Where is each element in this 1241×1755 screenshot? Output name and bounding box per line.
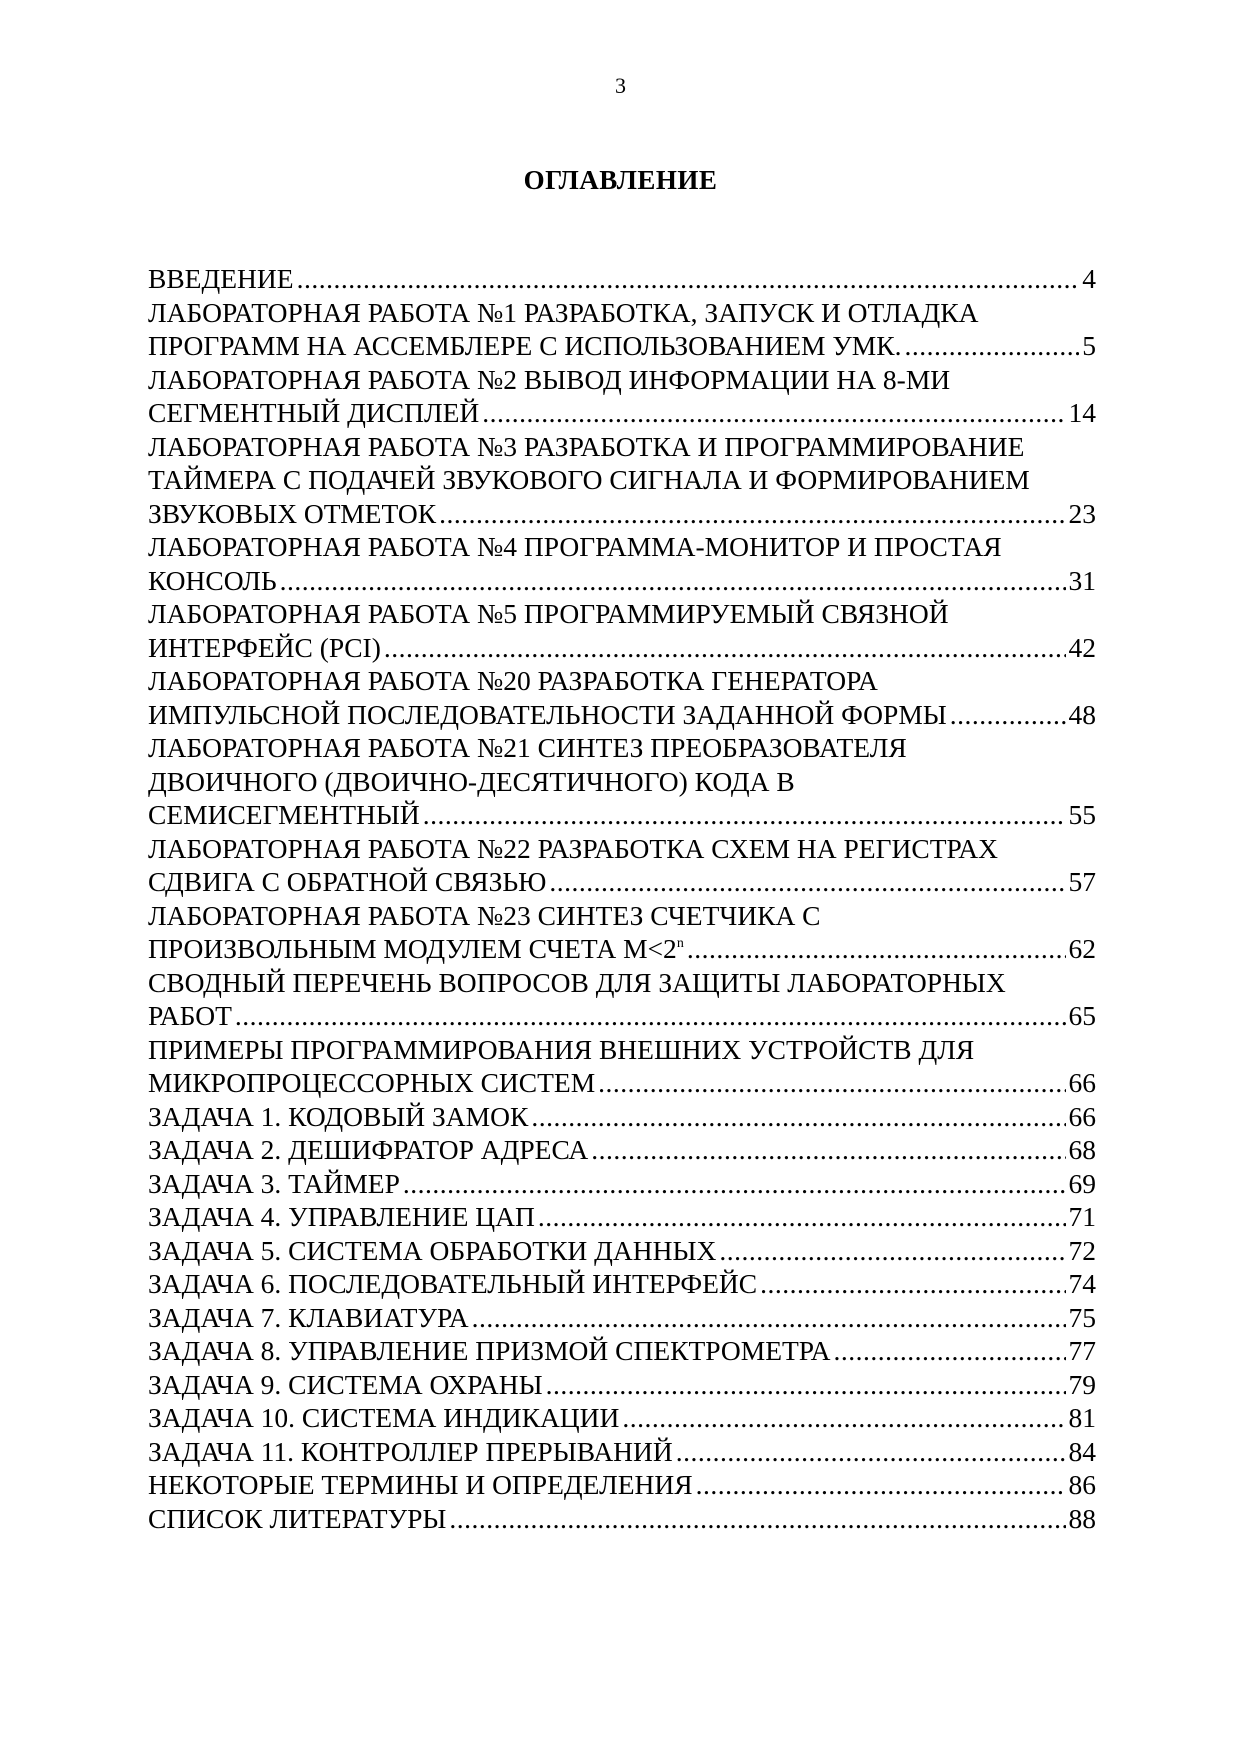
toc-entry-title-line: ЛАБОРАТОРНАЯ РАБОТА №4 ПРОГРАММА-МОНИТОР И ПРОСТАЯ xyxy=(148,531,1002,562)
toc-entry-last-line xyxy=(148,1100,1096,1134)
toc-entry-last-line xyxy=(148,1167,1096,1201)
toc-entry[interactable] xyxy=(148,899,1096,966)
toc-entry-title-line: ЛАБОРАТОРНАЯ РАБОТА №3 РАЗРАБОТКА И ПРОГРАММИРОВАНИЕ xyxy=(148,430,1025,462)
toc-entry[interactable] xyxy=(148,832,1096,899)
toc-entry-last-line xyxy=(148,1368,1096,1402)
toc-entry-title xyxy=(148,564,277,598)
dot-leader xyxy=(482,396,1065,430)
toc-page-number: 66 xyxy=(1068,1067,1096,1098)
toc-entry-last-line xyxy=(148,932,1096,966)
toc-entry-title-text: ЗАДАЧА 4. УПРАВЛЕНИЕ ЦАП xyxy=(148,1201,535,1232)
toc-entry[interactable] xyxy=(148,731,1096,832)
page-title: ОГЛАВЛЕНИЕ xyxy=(523,165,718,195)
dot-leader xyxy=(546,1368,1066,1402)
toc-entry-title-line: ПРИМЕРЫ ПРОГРАММИРОВАНИЯ ВНЕШНИХ УСТРОЙСТВ ДЛЯ xyxy=(148,1033,975,1065)
toc-entry[interactable] xyxy=(148,1368,1096,1402)
dot-leader xyxy=(538,1200,1066,1234)
dot-leader xyxy=(549,865,1065,899)
toc-entry-title xyxy=(148,798,420,832)
toc-page-number: 69 xyxy=(1068,1167,1096,1199)
toc-entry-title xyxy=(148,1133,588,1167)
toc-entry-last-line xyxy=(148,698,1096,732)
dot-leader xyxy=(591,1133,1065,1167)
toc-entry-title-text: ПРОИЗВОЛЬНЫМ МОДУЛЕМ СЧЕТА M<2 xyxy=(148,933,677,964)
toc-page-number: 77 xyxy=(1068,1335,1096,1366)
toc-entry-last-line xyxy=(148,631,1096,665)
toc-entry[interactable] xyxy=(148,530,1096,597)
toc-entry[interactable] xyxy=(148,1468,1096,1502)
toc-entry-title xyxy=(148,1234,716,1268)
toc-entry-title xyxy=(148,1167,400,1201)
toc-entry-last-line xyxy=(148,1066,1096,1100)
toc-entry-title xyxy=(148,1100,528,1134)
toc-page-number: 48 xyxy=(1068,698,1096,730)
toc-entry-title-line: ТАЙМЕРА С ПОДАЧЕЙ ЗВУКОВОГО СИГНАЛА И ФОРМИРОВАНИЕМ xyxy=(148,464,1030,495)
dot-leader xyxy=(280,564,1066,598)
toc-entry-title-text: МИКРОПРОЦЕССОРНЫХ СИСТЕМ xyxy=(148,1067,596,1098)
toc-entry-title xyxy=(148,631,381,665)
dot-leader xyxy=(598,1066,1065,1100)
toc-entry-title-text: ЗАДАЧА 5. СИСТЕМА ОБРАБОТКИ ДАННЫХ xyxy=(148,1234,717,1266)
toc-page-number: 62 xyxy=(1068,933,1096,964)
toc-entry-title-line: ДВОИЧНОГО (ДВОИЧНО-ДЕСЯТИЧНОГО) КОДА В xyxy=(148,765,795,797)
toc-entry[interactable] xyxy=(148,597,1096,664)
toc-entry-title-line: ЛАБОРАТОРНАЯ РАБОТА №22 РАЗРАБОТКА СХЕМ НА РЕГИСТРАХ xyxy=(148,832,998,864)
toc-page-number: 14 xyxy=(1068,397,1096,428)
toc-entry[interactable] xyxy=(148,966,1096,1033)
toc-entry-title-text: ИНТЕРФЕЙС (PCI) xyxy=(148,631,381,663)
toc-entry[interactable] xyxy=(148,262,1096,296)
toc-entry-last-line xyxy=(148,1334,1096,1368)
toc-entry[interactable] xyxy=(148,1502,1096,1536)
toc-entry-last-line xyxy=(148,1133,1096,1167)
toc-entry-last-line xyxy=(148,1468,1096,1502)
toc-page-number: 75 xyxy=(1068,1301,1096,1333)
toc-entry-last-line xyxy=(148,1502,1096,1536)
toc-page-number: 84 xyxy=(1068,1435,1096,1467)
toc-entry-last-line xyxy=(148,865,1096,899)
toc-entry[interactable] xyxy=(148,664,1096,731)
dot-leader xyxy=(622,1401,1065,1435)
toc-entry-title-text: СЕМИСЕГМЕНТНЫЙ xyxy=(148,799,420,830)
dot-leader xyxy=(687,932,1066,966)
toc-entry-title-line: СВОДНЫЙ ПЕРЕЧЕНЬ ВОПРОСОВ ДЛЯ ЗАЩИТЫ ЛАБОРАТОРНЫХ xyxy=(148,966,1006,998)
toc-entry-title-line: ЛАБОРАТОРНАЯ РАБОТА №23 СИНТЕЗ СЧЕТЧИКА С xyxy=(148,899,821,931)
toc-page-number: 68 xyxy=(1068,1134,1096,1165)
table-of-contents xyxy=(148,262,1096,1535)
toc-entry-title-text: СПИСОК ЛИТЕРАТУРЫ xyxy=(148,1502,447,1534)
dot-leader xyxy=(719,1234,1065,1268)
toc-entry-title-text: ЗАДАЧА 10. СИСТЕМА ИНДИКАЦИИ xyxy=(148,1402,620,1433)
toc-entry-title-text: ЗАДАЧА 2. ДЕШИФРАТОР АДРЕСА xyxy=(148,1134,589,1165)
toc-entry-title xyxy=(148,396,479,430)
toc-entry-title-text: ЗАДАЧА 3. ТАЙМЕР xyxy=(148,1167,400,1199)
dot-leader xyxy=(449,1502,1065,1536)
toc-entry[interactable] xyxy=(148,1301,1096,1335)
toc-page-number: 79 xyxy=(1068,1368,1096,1400)
toc-entry[interactable] xyxy=(148,1401,1096,1435)
toc-page-number: 31 xyxy=(1068,564,1096,596)
toc-page-number: 74 xyxy=(1068,1268,1096,1299)
toc-entry-title xyxy=(148,497,436,531)
dot-leader xyxy=(472,1301,1066,1335)
dot-leader xyxy=(297,262,1080,296)
dot-leader xyxy=(950,698,1066,732)
toc-entry-title-text: ЗАДАЧА 8. УПРАВЛЕНИЕ ПРИЗМОЙ СПЕКТРОМЕТРА xyxy=(148,1335,831,1366)
toc-entry-last-line xyxy=(148,1234,1096,1268)
toc-entry-title xyxy=(148,1066,595,1100)
toc-page-number: 4 xyxy=(1082,263,1096,294)
toc-entry-last-line xyxy=(148,1301,1096,1335)
dot-leader xyxy=(676,1435,1066,1469)
toc-entry-title xyxy=(148,932,684,966)
toc-entry-last-line xyxy=(148,1200,1096,1234)
toc-entry-last-line xyxy=(148,497,1096,531)
toc-entry-title-text: ЗВУКОВЫХ ОТМЕТОК xyxy=(148,497,437,529)
toc-entry-title xyxy=(148,1267,757,1301)
dot-leader xyxy=(423,798,1066,832)
toc-entry[interactable] xyxy=(148,1267,1096,1301)
toc-page-number: 23 xyxy=(1068,497,1096,529)
toc-entry-last-line xyxy=(148,1401,1096,1435)
toc-page-number: 57 xyxy=(1068,866,1096,897)
toc-page-number: 5 xyxy=(1082,330,1096,361)
dot-leader xyxy=(833,1334,1065,1368)
toc-entry-title-text: ВВЕДЕНИЕ xyxy=(148,263,294,294)
toc-entry-title-text: ЗАДАЧА 1. КОДОВЫЙ ЗАМОК xyxy=(148,1100,529,1132)
toc-entry-title-text: ЗАДАЧА 9. СИСТЕМА ОХРАНЫ xyxy=(148,1368,543,1400)
toc-entry[interactable] xyxy=(148,1100,1096,1134)
page-number: 3 xyxy=(615,73,626,98)
toc-entry[interactable] xyxy=(148,296,1096,363)
dot-leader xyxy=(384,631,1066,665)
toc-page-number: 71 xyxy=(1068,1201,1096,1232)
dot-leader xyxy=(439,497,1065,531)
toc-entry-title xyxy=(148,698,947,732)
toc-entry-last-line xyxy=(148,262,1096,296)
toc-entry-title-line: ЛАБОРАТОРНАЯ РАБОТА №2 ВЫВОД ИНФОРМАЦИИ НА 8-МИ xyxy=(148,363,951,395)
toc-page-number: 55 xyxy=(1068,799,1096,830)
toc-entry-title xyxy=(148,1301,469,1335)
toc-entry[interactable] xyxy=(148,430,1096,531)
toc-entry-title-text: ЗАДАЧА 6. ПОСЛЕДОВАТЕЛЬНЫЙ ИНТЕРФЕЙС xyxy=(148,1268,758,1299)
dot-leader xyxy=(403,1167,1066,1201)
toc-entry-title-line: ЛАБОРАТОРНАЯ РАБОТА №5 ПРОГРАММИРУЕМЫЙ СВЯЗНОЙ xyxy=(148,598,949,629)
toc-entry[interactable] xyxy=(148,1200,1096,1234)
dot-leader xyxy=(904,329,1079,363)
toc-entry-title-text: СДВИГА С ОБРАТНОЙ СВЯЗЬЮ xyxy=(148,866,547,897)
dot-leader xyxy=(760,1267,1065,1301)
toc-entry-title xyxy=(148,1200,535,1234)
toc-entry-title xyxy=(148,1334,830,1368)
superscript: n xyxy=(676,936,684,951)
dot-leader xyxy=(235,999,1066,1033)
toc-entry-title xyxy=(148,1502,446,1536)
toc-entry-title-line: ЛАБОРАТОРНАЯ РАБОТА №20 РАЗРАБОТКА ГЕНЕРАТОРА xyxy=(148,665,878,696)
toc-entry-last-line xyxy=(148,999,1096,1033)
toc-page-number: 42 xyxy=(1068,631,1096,663)
toc-entry-last-line xyxy=(148,564,1096,598)
toc-entry-title-line: ЛАБОРАТОРНАЯ РАБОТА №21 СИНТЕЗ ПРЕОБРАЗОВАТЕЛЯ xyxy=(148,732,907,763)
toc-entry-title-text: РАБОТ xyxy=(148,1000,232,1031)
toc-entry-title xyxy=(148,1468,693,1502)
toc-entry[interactable] xyxy=(148,1334,1096,1368)
toc-page-number: 88 xyxy=(1068,1502,1096,1534)
toc-entry-title xyxy=(148,1368,543,1402)
toc-entry-title xyxy=(148,1435,673,1469)
toc-entry-last-line xyxy=(148,396,1096,430)
toc-entry[interactable] xyxy=(148,1167,1096,1201)
toc-entry-title xyxy=(148,999,232,1033)
toc-entry-title xyxy=(148,865,546,899)
toc-entry-title-line: ЛАБОРАТОРНАЯ РАБОТА №1 РАЗРАБОТКА, ЗАПУСК И ОТЛАДКА xyxy=(148,296,979,328)
toc-entry-title xyxy=(148,1401,619,1435)
toc-entry-title-text: ЗАДАЧА 11. КОНТРОЛЛЕР ПРЕРЫВАНИЙ xyxy=(148,1435,673,1467)
toc-entry-last-line xyxy=(148,1435,1096,1469)
toc-entry-title-text: ПРОГРАММ НА АССЕМБЛЕРЕ С ИСПОЛЬЗОВАНИЕМ УМК. xyxy=(148,330,902,361)
toc-entry-title-text: ЗАДАЧА 7. КЛАВИАТУРА xyxy=(148,1301,469,1333)
toc-entry-title xyxy=(148,262,294,296)
toc-entry-title-text: НЕКОТОРЫЕ ТЕРМИНЫ И ОПРЕДЕЛЕНИЯ xyxy=(148,1469,693,1500)
toc-entry-last-line xyxy=(148,1267,1096,1301)
dot-leader xyxy=(696,1468,1066,1502)
toc-page-number: 81 xyxy=(1068,1402,1096,1433)
toc-entry-title-text: КОНСОЛЬ xyxy=(148,564,277,596)
toc-entry[interactable] xyxy=(148,363,1096,430)
toc-entry-title-text: ИМПУЛЬСНОЙ ПОСЛЕДОВАТЕЛЬНОСТИ ЗАДАННОЙ ФОРМЫ xyxy=(148,698,947,730)
toc-entry-title xyxy=(148,329,901,363)
toc-entry-last-line xyxy=(148,798,1096,832)
toc-entry[interactable] xyxy=(148,1033,1096,1100)
toc-page-number: 86 xyxy=(1068,1469,1096,1500)
dot-leader xyxy=(531,1100,1065,1134)
toc-page-number: 72 xyxy=(1068,1234,1096,1266)
toc-page-number: 65 xyxy=(1068,1000,1096,1031)
toc-entry-last-line xyxy=(148,329,1096,363)
toc-entry[interactable] xyxy=(148,1133,1096,1167)
toc-entry-title-text: СЕГМЕНТНЫЙ ДИСПЛЕЙ xyxy=(148,397,480,428)
toc-entry[interactable] xyxy=(148,1234,1096,1268)
toc-entry[interactable] xyxy=(148,1435,1096,1469)
toc-page-number: 66 xyxy=(1068,1100,1096,1132)
